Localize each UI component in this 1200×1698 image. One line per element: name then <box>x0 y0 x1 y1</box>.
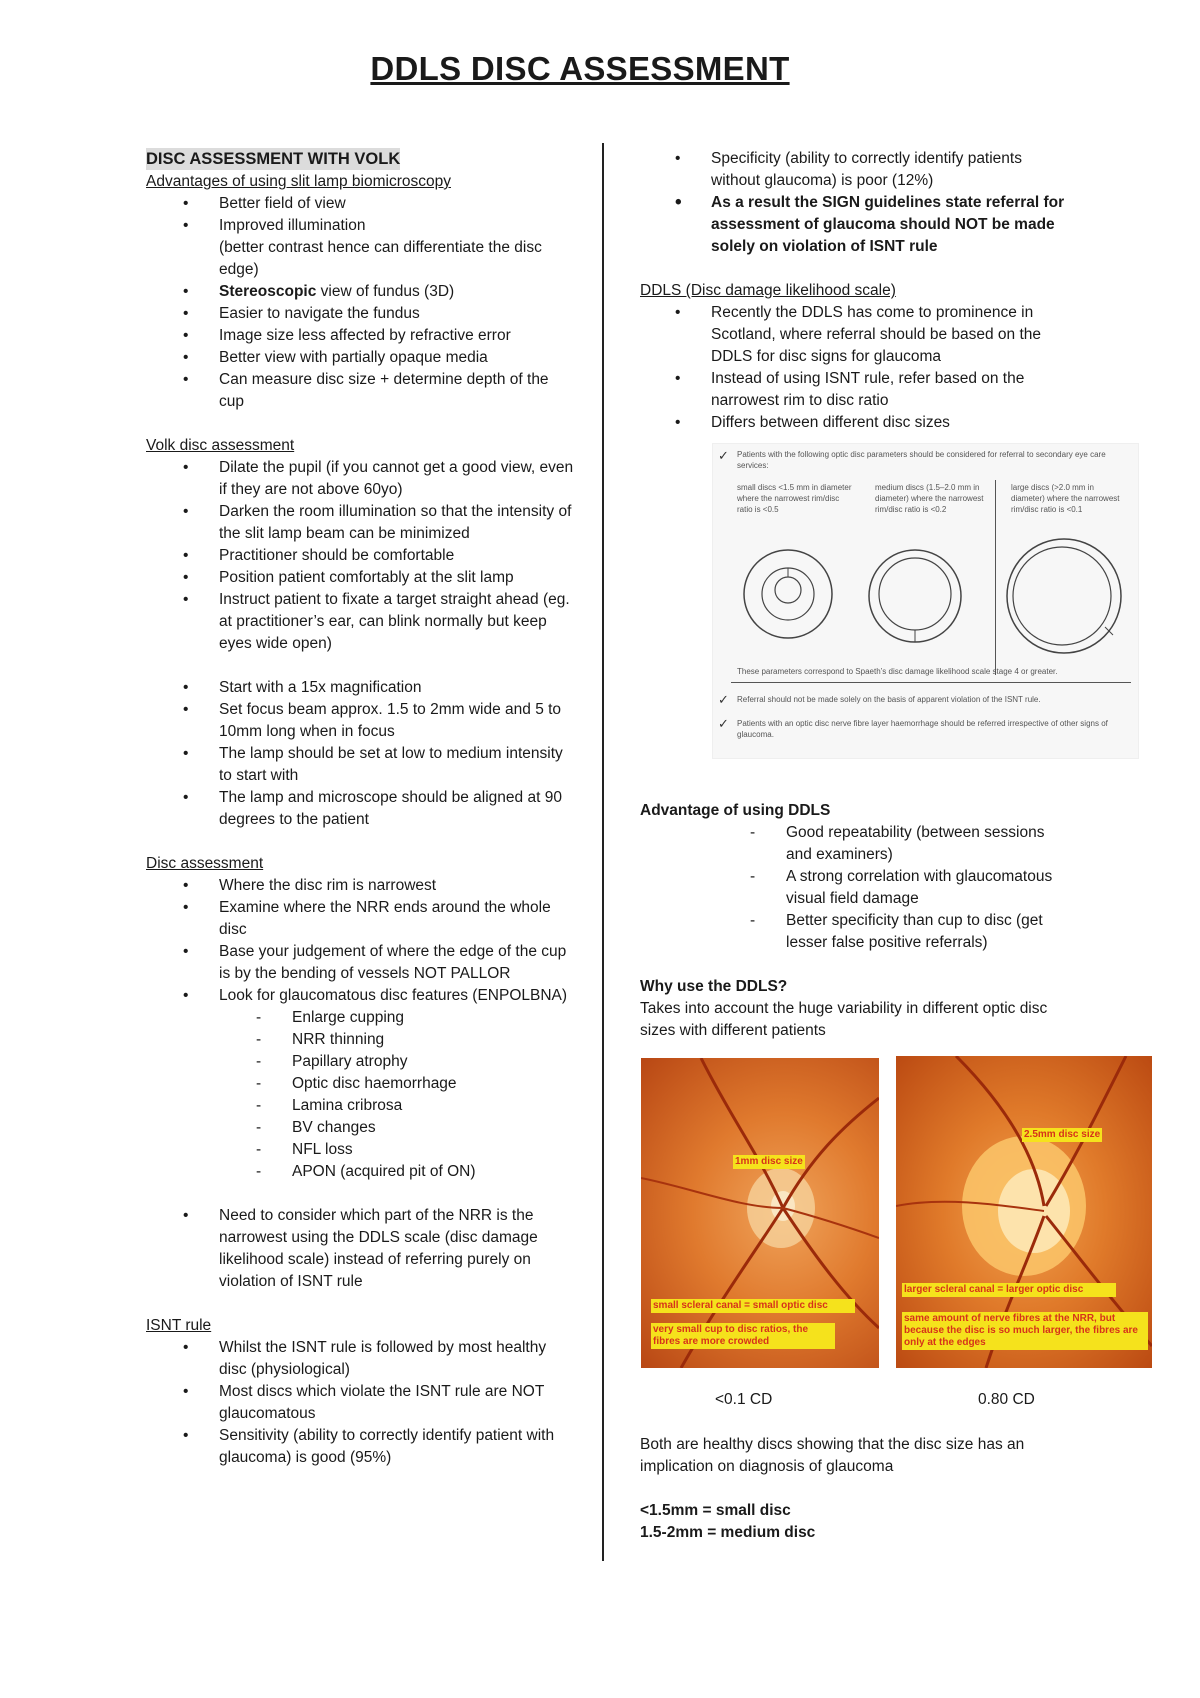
section-heading-volk: DISC ASSESSMENT WITH VOLK <box>146 150 401 168</box>
figure-ref2: Patients with an optic disc nerve fibre layer haemorrhage should be referred irrespective of other signs of glaucoma. <box>737 719 1108 739</box>
why-ddls-text: Takes into account the huge variability in different optic disc sizes with different patients <box>640 1000 1048 1039</box>
list-item: • Start with a 15x magnification <box>146 677 576 699</box>
list-item: - Papillary atrophy <box>146 1051 576 1073</box>
both-discs-text: Both are healthy discs showing that the disc size has an implication on diagnosis of glaucoma <box>640 1436 1025 1475</box>
list-item: • The lamp should be set at low to medium intensity to start with <box>146 743 576 787</box>
list-item: • As a result the SIGN guidelines state referral for assessment of glaucoma should NOT be made solely on violation of ISNT rule <box>640 192 1065 258</box>
list-item: • Better field of view <box>146 193 576 215</box>
volk-title: Volk disc assessment <box>146 437 295 454</box>
list-item: • Instruct patient to fixate a target straight ahead (eg. at practitioner’s ear, can blink normally but keep eyes wide open) <box>146 589 576 655</box>
check-icon: ✓ <box>718 448 729 463</box>
volk-list <box>146 457 576 655</box>
fundus-small-disc-image <box>641 1058 879 1368</box>
figure-small-disc: small discs <1.5 mm in diameter where the narrowest rim/disc ratio is <0.5 <box>737 483 852 514</box>
ddls-title: DDLS (Disc damage likelihood scale) <box>640 282 896 299</box>
medium-disc-size: 1.5-2mm = medium disc <box>640 1524 816 1541</box>
list-item: • Set focus beam approx. 1.5 to 2mm wide and 5 to 10mm long when in focus <box>146 699 576 743</box>
list-item: • Darken the room illumination so that the intensity of the slit lamp beam can be minimized <box>146 501 576 545</box>
disc-size-label: 1mm disc size <box>735 1156 803 1167</box>
advantages-list <box>146 193 576 413</box>
list-item: • Look for glaucomatous disc features (ENPOLBNA) <box>146 985 576 1007</box>
figure-large-disc: large discs (>2.0 mm in diameter) where the narrowest rim/disc ratio is <0.1 <box>1011 483 1120 514</box>
list-item: - Good repeatability (between sessions and examiners) <box>640 822 1065 866</box>
right-column-middle <box>640 800 1065 1042</box>
list-item: • Easier to navigate the fundus <box>146 303 576 325</box>
column-divider <box>602 143 604 1561</box>
check-icon: ✓ <box>718 716 729 731</box>
list-item: • Improved illumination (better contrast hence can differentiate the disc edge) <box>146 215 576 281</box>
list-item: • Where the disc rim is narrowest <box>146 875 576 897</box>
list-item: - Optic disc haemorrhage <box>146 1073 576 1095</box>
disc-list <box>146 875 576 1007</box>
page-title: DDLS DISC ASSESSMENT <box>370 50 790 87</box>
advantage-ddls-list <box>640 822 1065 954</box>
check-icon: ✓ <box>718 692 729 707</box>
image-caption: larger scleral canal = larger optic disc <box>902 1283 1116 1297</box>
list-item: • The lamp and microscope should be aligned at 90 degrees to the patient <box>146 787 576 831</box>
list-item: • Instead of using ISNT rule, refer based on the narrowest rim to disc ratio <box>640 368 1065 412</box>
figure-medium-disc: medium discs (1.5–2.0 mm in diameter) where the narrowest rim/disc ratio is <0.2 <box>875 483 984 514</box>
right-column <box>640 148 1065 434</box>
list-item: • Base your judgement of where the edge of the cup is by the bending of vessels NOT PALLOR <box>146 941 576 985</box>
figure-ref1: Referral should not be made solely on the basis of apparent violation of the ISNT rule. <box>737 695 1041 704</box>
list-item: • Dilate the pupil (if you cannot get a good view, even if they are not above 60yo) <box>146 457 576 501</box>
list-item: - BV changes <box>146 1117 576 1139</box>
list-item: • Specificity (ability to correctly identify patients without glaucoma) is poor (12%) <box>640 148 1065 192</box>
list-item: - Lamina cribrosa <box>146 1095 576 1117</box>
list-item: • Stereoscopic view of fundus (3D) <box>146 281 576 303</box>
cd-ratio-small: <0.1 CD <box>715 1391 773 1408</box>
features-list <box>146 1007 576 1183</box>
isnt-title: ISNT rule <box>146 1317 212 1334</box>
left-column <box>146 148 576 1469</box>
image-caption: small scleral canal = small optic disc <box>651 1299 855 1313</box>
list-item: • Can measure disc size + determine depth of the cup <box>146 369 576 413</box>
image-caption: same amount of nerve fibres at the NRR, but because the disc is so much larger, the fibres are only at the edges <box>902 1312 1148 1350</box>
isnt-list-continued <box>640 148 1065 258</box>
why-ddls-title: Why use the DDLS? <box>640 978 788 995</box>
right-column-bottom <box>640 1434 1065 1544</box>
isnt-list <box>146 1337 576 1469</box>
list-item: • Most discs which violate the ISNT rule are NOT glaucomatous <box>146 1381 576 1425</box>
cd-ratio-large: 0.80 CD <box>978 1391 1035 1408</box>
image-caption: very small cup to disc ratios, the fibres are more crowded <box>651 1323 835 1349</box>
small-disc-size: <1.5mm = small disc <box>640 1502 791 1519</box>
list-item: • Sensitivity (ability to correctly identify patient with glaucoma) is good (95%) <box>146 1425 576 1469</box>
list-item: • Position patient comfortably at the slit lamp <box>146 567 576 589</box>
ddls-guideline-figure <box>712 443 1139 759</box>
ddls-list <box>640 302 1065 434</box>
advantage-ddls-title: Advantage of using DDLS <box>640 802 831 819</box>
list-item: - A strong correlation with glaucomatous visual field damage <box>640 866 1065 910</box>
list-item: • Better view with partially opaque media <box>146 347 576 369</box>
figure-intro: Patients with the following optic disc parameters should be considered for referral to secondary eye care services: <box>737 450 1106 470</box>
list-item: • Differs between different disc sizes <box>640 412 1065 434</box>
list-item: • Practitioner should be comfortable <box>146 545 576 567</box>
list-item: - Enlarge cupping <box>146 1007 576 1029</box>
disc-size-label: 2.5mm disc size <box>1024 1129 1101 1140</box>
disc-list-2 <box>146 1205 576 1293</box>
list-item: • Recently the DDLS has come to prominence in Scotland, where referral should be based on the DDLS for disc signs for glaucoma <box>640 302 1065 368</box>
disc-size-diagram <box>713 444 1138 684</box>
disc-assessment-title: Disc assessment <box>146 855 264 872</box>
figure-note: These parameters correspond to Spaeth’s disc damage likelihood scale stage 4 or greater. <box>737 667 1058 676</box>
list-item: • Whilst the ISNT rule is followed by most healthy disc (physiological) <box>146 1337 576 1381</box>
list-item: - Better specificity than cup to disc (get lesser false positive referrals) <box>640 910 1065 954</box>
advantages-title: Advantages of using slit lamp biomicroscopy <box>146 173 451 190</box>
volk-list-2 <box>146 677 576 831</box>
list-item: • Image size less affected by refractive error <box>146 325 576 347</box>
fundus-large-disc-image <box>896 1056 1152 1368</box>
list-item: - NFL loss <box>146 1139 576 1161</box>
list-item: • Examine where the NRR ends around the whole disc <box>146 897 576 941</box>
list-item: - APON (acquired pit of ON) <box>146 1161 576 1183</box>
list-item: • Need to consider which part of the NRR is the narrowest using the DDLS scale (disc damage likelihood scale) instead of referring purely on violation of ISNT rule <box>146 1205 576 1293</box>
list-item: - NRR thinning <box>146 1029 576 1051</box>
